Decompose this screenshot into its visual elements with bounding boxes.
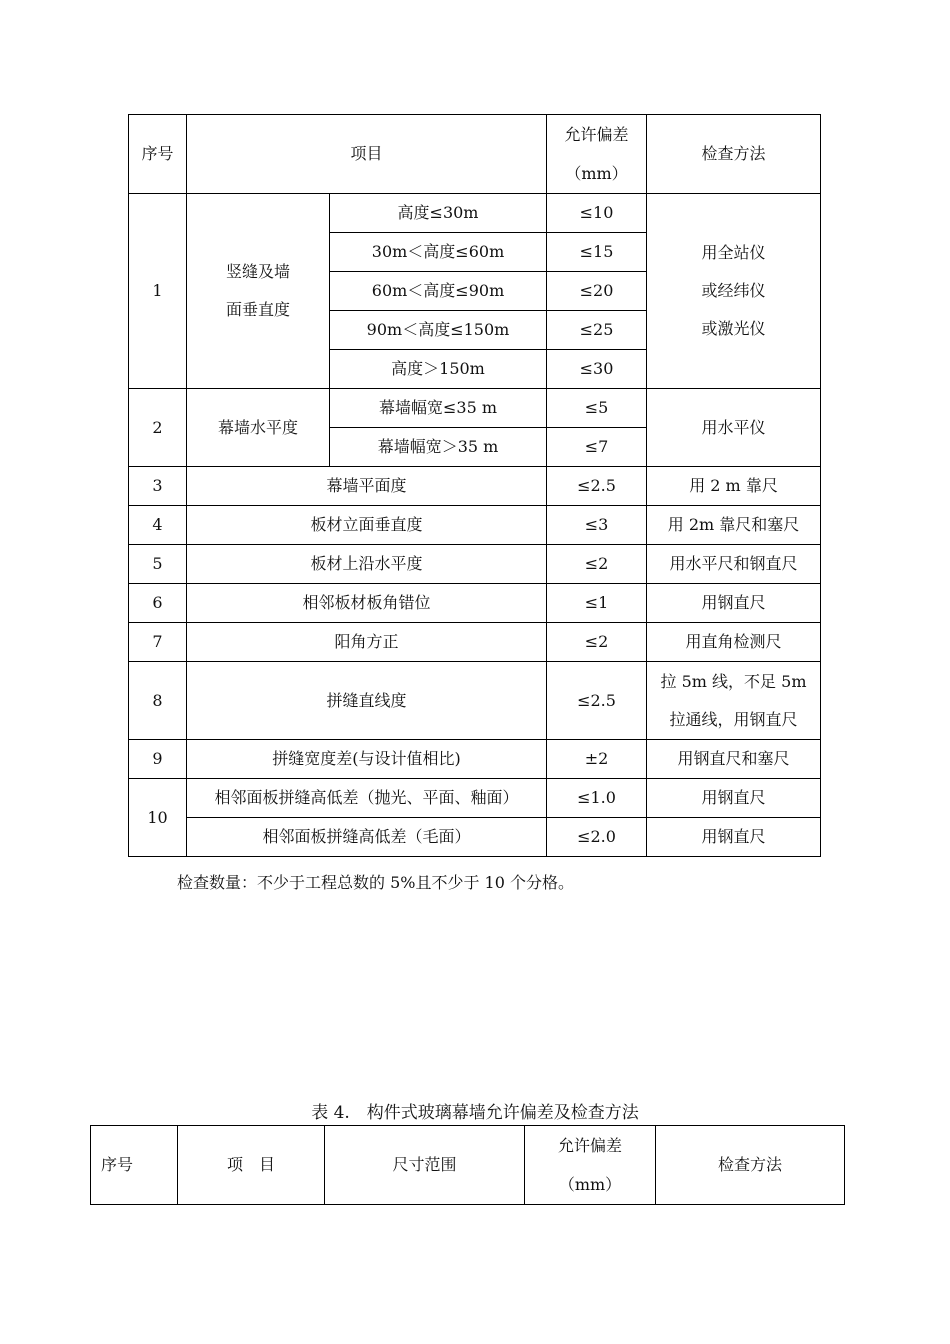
table-row (129, 818, 821, 857)
component-curtain-wall-table (90, 1125, 845, 1205)
header-tolerance-line1: 允许偏差 (564, 125, 629, 144)
row10-tolerance: ≤2.0 (547, 818, 647, 857)
row10-method: 用钢直尺 (647, 818, 821, 857)
row-method: 用 2m 靠尺和塞尺 (647, 506, 821, 545)
table-row (129, 506, 821, 545)
header-range: 尺寸范围 (325, 1126, 525, 1205)
row10-tolerance: ≤1.0 (547, 779, 647, 818)
row1-item (187, 194, 330, 389)
row2-tolerance: ≤7 (547, 428, 647, 467)
row10-method: 用钢直尺 (647, 779, 821, 818)
row1-no: 1 (129, 194, 187, 389)
header-no: 序号 (91, 1126, 178, 1205)
row-tolerance: ≤2 (547, 623, 647, 662)
row-no: 6 (129, 584, 187, 623)
table-header-row (91, 1126, 845, 1205)
header-method: 检查方法 (647, 115, 821, 194)
row8-no: 8 (129, 662, 187, 740)
row1-tolerance: ≤25 (547, 311, 647, 350)
row2-item: 幕墙水平度 (187, 389, 330, 467)
row-no: 5 (129, 545, 187, 584)
header-tolerance-line2: （mm） (558, 1175, 622, 1194)
row-tolerance: ≤2 (547, 545, 647, 584)
row8-method-line2: 拉通线，用钢直尺 (669, 709, 798, 729)
deviation-table (128, 114, 821, 857)
row-no: 7 (129, 623, 187, 662)
table-row (129, 623, 821, 662)
header-tolerance (525, 1126, 656, 1205)
table-row (129, 467, 821, 506)
row-item: 幕墙平面度 (187, 467, 547, 506)
row10-item: 相邻面板拼缝高低差（毛面） (187, 818, 547, 857)
row2-no: 2 (129, 389, 187, 467)
row9-tolerance: ±2 (547, 740, 647, 779)
row1-item-line2: 面垂直度 (225, 300, 290, 319)
row1-tolerance: ≤20 (547, 272, 647, 311)
row8-item: 拼缝直线度 (187, 662, 547, 740)
table-row (129, 389, 821, 428)
header-method: 检查方法 (656, 1126, 845, 1205)
row-method: 用钢直尺 (647, 584, 821, 623)
row-method: 用 2 m 靠尺 (647, 467, 821, 506)
table-row (129, 662, 821, 740)
header-item: 项 目 (178, 1126, 325, 1205)
row-item: 板材上沿水平度 (187, 545, 547, 584)
header-tolerance-line1: 允许偏差 (557, 1136, 622, 1155)
row-tolerance: ≤3 (547, 506, 647, 545)
row1-item-line1: 竖缝及墙 (225, 262, 290, 281)
table-row (129, 545, 821, 584)
table-row (129, 194, 821, 233)
row10-no: 10 (129, 779, 187, 857)
row-method: 用水平尺和钢直尺 (647, 545, 821, 584)
row2-method: 用水平仪 (647, 389, 821, 467)
row1-range: 60m＜高度≤90m (330, 272, 547, 311)
table-row (129, 584, 821, 623)
row-no: 3 (129, 467, 187, 506)
row8-method (647, 662, 821, 740)
row1-range: 90m＜高度≤150m (330, 311, 547, 350)
row2-range: 幕墙幅宽＞35 m (330, 428, 547, 467)
row9-method: 用钢直尺和塞尺 (647, 740, 821, 779)
row10-item: 相邻面板拼缝高低差（抛光、平面、釉面） (187, 779, 547, 818)
inspection-quantity-note: 检查数量：不少于工程总数的 5%且不少于 10 个分格。 (177, 873, 575, 892)
row1-tolerance: ≤15 (547, 233, 647, 272)
row9-item: 拼缝宽度差(与设计值相比) (187, 740, 547, 779)
row2-tolerance: ≤5 (547, 389, 647, 428)
row1-tolerance: ≤30 (547, 350, 647, 389)
table-row (129, 779, 821, 818)
row-item: 相邻板材板角错位 (187, 584, 547, 623)
row-item: 阳角方正 (187, 623, 547, 662)
row1-range: 高度＞150m (330, 350, 547, 389)
row-tolerance: ≤1 (547, 584, 647, 623)
row-tolerance: ≤2.5 (547, 467, 647, 506)
header-no: 序号 (129, 115, 187, 194)
table-caption: 表 4. 构件式玻璃幕墙允许偏差及检查方法 (311, 1103, 639, 1123)
table-row (129, 740, 821, 779)
header-tolerance (547, 115, 647, 194)
row1-method-line1: 用全站仪 (701, 243, 766, 262)
row1-range: 高度≤30m (330, 194, 547, 233)
row1-method-line2: 或经纬仪 (701, 281, 766, 300)
row1-method-line3: 或激光仪 (701, 319, 766, 338)
header-tolerance-line2: （mm） (565, 164, 628, 183)
table-header-row (129, 115, 821, 194)
header-item: 项目 (187, 115, 547, 194)
row-item: 板材立面垂直度 (187, 506, 547, 545)
row-method: 用直角检测尺 (647, 623, 821, 662)
row1-method (647, 194, 821, 389)
row-no: 4 (129, 506, 187, 545)
row1-tolerance: ≤10 (547, 194, 647, 233)
row8-tolerance: ≤2.5 (547, 662, 647, 740)
row8-method-line1: 拉 5m 线，不足 5m (660, 671, 807, 691)
row2-range: 幕墙幅宽≤35 m (330, 389, 547, 428)
row1-range: 30m＜高度≤60m (330, 233, 547, 272)
row9-no: 9 (129, 740, 187, 779)
